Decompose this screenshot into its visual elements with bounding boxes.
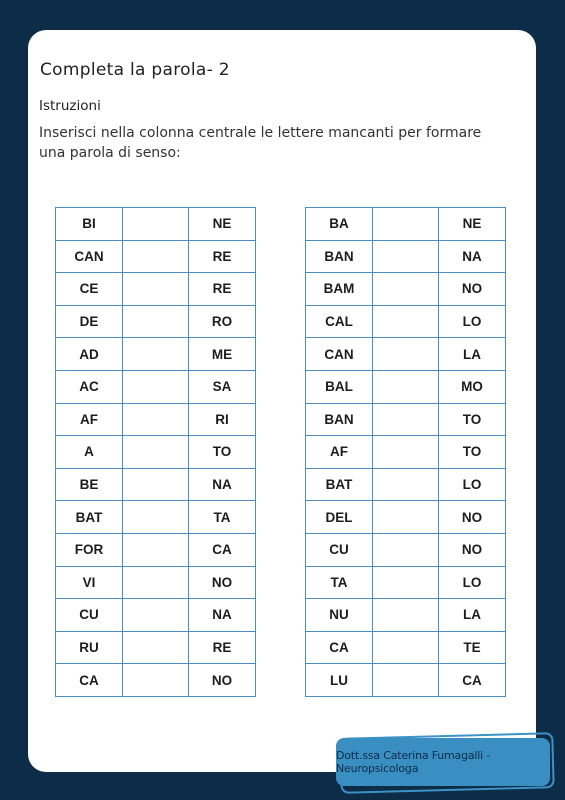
table-row (56, 403, 256, 436)
word-end: CA (189, 533, 256, 566)
table-row (306, 273, 506, 306)
worksheet-card (28, 30, 536, 772)
instructions-heading: Istruzioni (39, 98, 101, 114)
missing-letters-cell[interactable] (123, 436, 189, 469)
word-start: CA (306, 631, 373, 664)
word-start: CAN (306, 338, 373, 371)
word-end: NA (439, 240, 506, 273)
missing-letters-cell[interactable] (373, 501, 439, 534)
table-row (56, 468, 256, 501)
table-row (56, 370, 256, 403)
table-row (306, 338, 506, 371)
table-row (56, 273, 256, 306)
table-row (306, 208, 506, 241)
word-start: AC (56, 370, 123, 403)
word-end: NO (439, 501, 506, 534)
missing-letters-cell[interactable] (123, 664, 189, 697)
missing-letters-cell[interactable] (373, 240, 439, 273)
word-end: NO (439, 273, 506, 306)
word-end: LO (439, 566, 506, 599)
word-start: TA (306, 566, 373, 599)
word-start: NU (306, 599, 373, 632)
missing-letters-cell[interactable] (373, 631, 439, 664)
word-start: BAT (306, 468, 373, 501)
missing-letters-cell[interactable] (373, 403, 439, 436)
missing-letters-cell[interactable] (123, 273, 189, 306)
word-start: BAT (56, 501, 123, 534)
missing-letters-cell[interactable] (373, 599, 439, 632)
word-start: CE (56, 273, 123, 306)
missing-letters-cell[interactable] (123, 305, 189, 338)
missing-letters-cell[interactable] (123, 338, 189, 371)
missing-letters-cell[interactable] (123, 599, 189, 632)
word-start: A (56, 436, 123, 469)
missing-letters-cell[interactable] (123, 208, 189, 241)
word-end: RE (189, 240, 256, 273)
word-end: MO (439, 370, 506, 403)
word-start: FOR (56, 533, 123, 566)
word-start: LU (306, 664, 373, 697)
table-row (306, 436, 506, 469)
word-start: BAM (306, 273, 373, 306)
word-end: TO (439, 436, 506, 469)
word-start: DEL (306, 501, 373, 534)
word-end: TE (439, 631, 506, 664)
missing-letters-cell[interactable] (373, 305, 439, 338)
word-start: CAL (306, 305, 373, 338)
word-end: LA (439, 599, 506, 632)
word-end: NO (439, 533, 506, 566)
word-start: AF (306, 436, 373, 469)
table-row (56, 533, 256, 566)
word-end: NE (439, 208, 506, 241)
missing-letters-cell[interactable] (123, 403, 189, 436)
table-row (306, 599, 506, 632)
table-row (56, 501, 256, 534)
word-end: RO (189, 305, 256, 338)
word-end: LO (439, 305, 506, 338)
missing-letters-cell[interactable] (123, 240, 189, 273)
word-start: CA (56, 664, 123, 697)
instructions-text: Inserisci nella colonna centrale le lettere mancanti per formare una parola di senso: (39, 125, 482, 161)
word-end: RE (189, 273, 256, 306)
table-row (306, 240, 506, 273)
author-footer: Dott.ssa Caterina Fumagalli - Neuropsicologa (336, 738, 550, 786)
table-row (56, 664, 256, 697)
word-start: AF (56, 403, 123, 436)
word-start: CU (56, 599, 123, 632)
word-start: CAN (56, 240, 123, 273)
table-row (306, 664, 506, 697)
word-start: CU (306, 533, 373, 566)
word-start: BE (56, 468, 123, 501)
word-end: NO (189, 566, 256, 599)
page-title: Completa la parola- 2 (40, 60, 230, 80)
left-word-table (55, 207, 256, 697)
word-start: BA (306, 208, 373, 241)
missing-letters-cell[interactable] (373, 208, 439, 241)
table-row (306, 468, 506, 501)
missing-letters-cell[interactable] (123, 566, 189, 599)
missing-letters-cell[interactable] (123, 631, 189, 664)
word-end: RE (189, 631, 256, 664)
word-end: TO (439, 403, 506, 436)
table-row (306, 370, 506, 403)
missing-letters-cell[interactable] (373, 566, 439, 599)
missing-letters-cell[interactable] (373, 664, 439, 697)
word-start: AD (56, 338, 123, 371)
table-row (56, 566, 256, 599)
word-start: VI (56, 566, 123, 599)
table-row (306, 403, 506, 436)
word-start: BI (56, 208, 123, 241)
table-row (56, 436, 256, 469)
missing-letters-cell[interactable] (373, 338, 439, 371)
missing-letters-cell[interactable] (373, 273, 439, 306)
word-end: RI (189, 403, 256, 436)
table-row (306, 533, 506, 566)
table-row (56, 599, 256, 632)
word-end: NE (189, 208, 256, 241)
table-row (56, 208, 256, 241)
word-start: BAL (306, 370, 373, 403)
word-start: BAN (306, 240, 373, 273)
word-end: NA (189, 599, 256, 632)
table-row (306, 566, 506, 599)
word-end: TO (189, 436, 256, 469)
missing-letters-cell[interactable] (373, 436, 439, 469)
table-row (56, 631, 256, 664)
missing-letters-cell[interactable] (123, 533, 189, 566)
word-end: NO (189, 664, 256, 697)
word-end: CA (439, 664, 506, 697)
missing-letters-cell[interactable] (123, 501, 189, 534)
table-row (306, 501, 506, 534)
word-start: RU (56, 631, 123, 664)
word-end: SA (189, 370, 256, 403)
missing-letters-cell[interactable] (373, 468, 439, 501)
missing-letters-cell[interactable] (373, 533, 439, 566)
word-end: LO (439, 468, 506, 501)
table-row (56, 338, 256, 371)
table-row (56, 305, 256, 338)
missing-letters-cell[interactable] (123, 370, 189, 403)
missing-letters-cell[interactable] (373, 370, 439, 403)
word-start: DE (56, 305, 123, 338)
table-row (56, 240, 256, 273)
missing-letters-cell[interactable] (123, 468, 189, 501)
word-end: LA (439, 338, 506, 371)
word-end: ME (189, 338, 256, 371)
table-row (306, 631, 506, 664)
table-row (306, 305, 506, 338)
right-word-table (305, 207, 506, 697)
word-end: TA (189, 501, 256, 534)
word-start: BAN (306, 403, 373, 436)
word-end: NA (189, 468, 256, 501)
